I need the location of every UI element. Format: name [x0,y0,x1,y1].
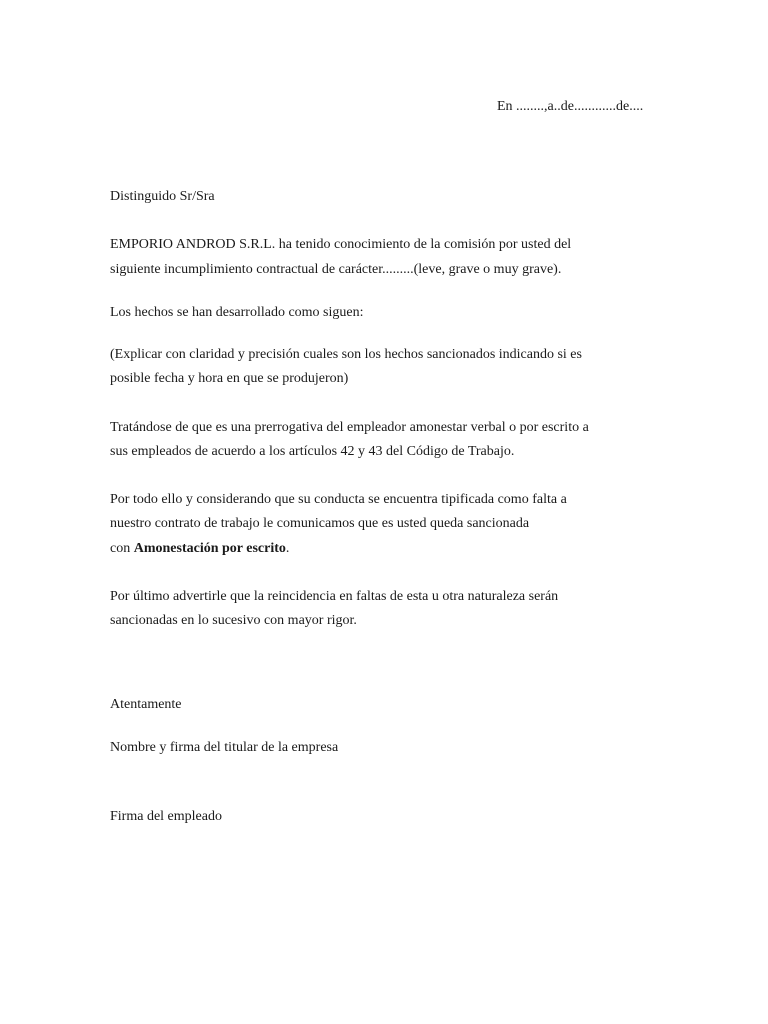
paragraph-3-line-2: posible fecha y hora en que se produjeron) [110,371,349,386]
paragraph-5-line-3-suffix: . [285,541,290,556]
greeting: Distinguido Sr/Sra [110,189,215,204]
paragraph-1-line-2: siguiente incumplimiento contractual de carácter.........(leve, grave o muy grave). [110,262,562,277]
sanction-type: Amonestación por escrito [133,541,286,556]
paragraph-3-line-1: (Explicar con claridad y precisión cuales son los hechos sancionados indicando si es [110,347,582,362]
paragraph-6-line-2: sancionadas en lo sucesivo con mayor rigor. [110,613,357,628]
paragraph-5-line-3 [110,541,289,557]
closing: Atentamente [110,697,182,712]
paragraph-4-line-1: Tratándose de que es una prerrogativa del empleador amonestar verbal o por escrito a [110,420,589,435]
date-line: En ........,a..de............de.... [497,99,644,114]
paragraph-6-line-1: Por último advertirle que la reincidencia en faltas de esta u otra naturaleza serán [110,589,559,604]
paragraph-5-line-1: Por todo ello y considerando que su conducta se encuentra tipificada como falta a [110,492,567,507]
paragraph-2-line-1: Los hechos se han desarrollado como siguen: [110,305,364,320]
paragraph-5-line-2: nuestro contrato de trabajo le comunicamos que es usted queda sancionada [110,516,530,531]
signature-company: Nombre y firma del titular de la empresa [110,740,339,755]
paragraph-1-line-1: EMPORIO ANDROD S.R.L. ha tenido conocimiento de la comisión por usted del [110,237,572,252]
paragraph-5-line-3-prefix: con [110,541,134,556]
signature-employee: Firma del empleado [110,809,222,824]
paragraph-4-line-2: sus empleados de acuerdo a los artículos 42 y 43 del Código de Trabajo. [110,444,515,459]
